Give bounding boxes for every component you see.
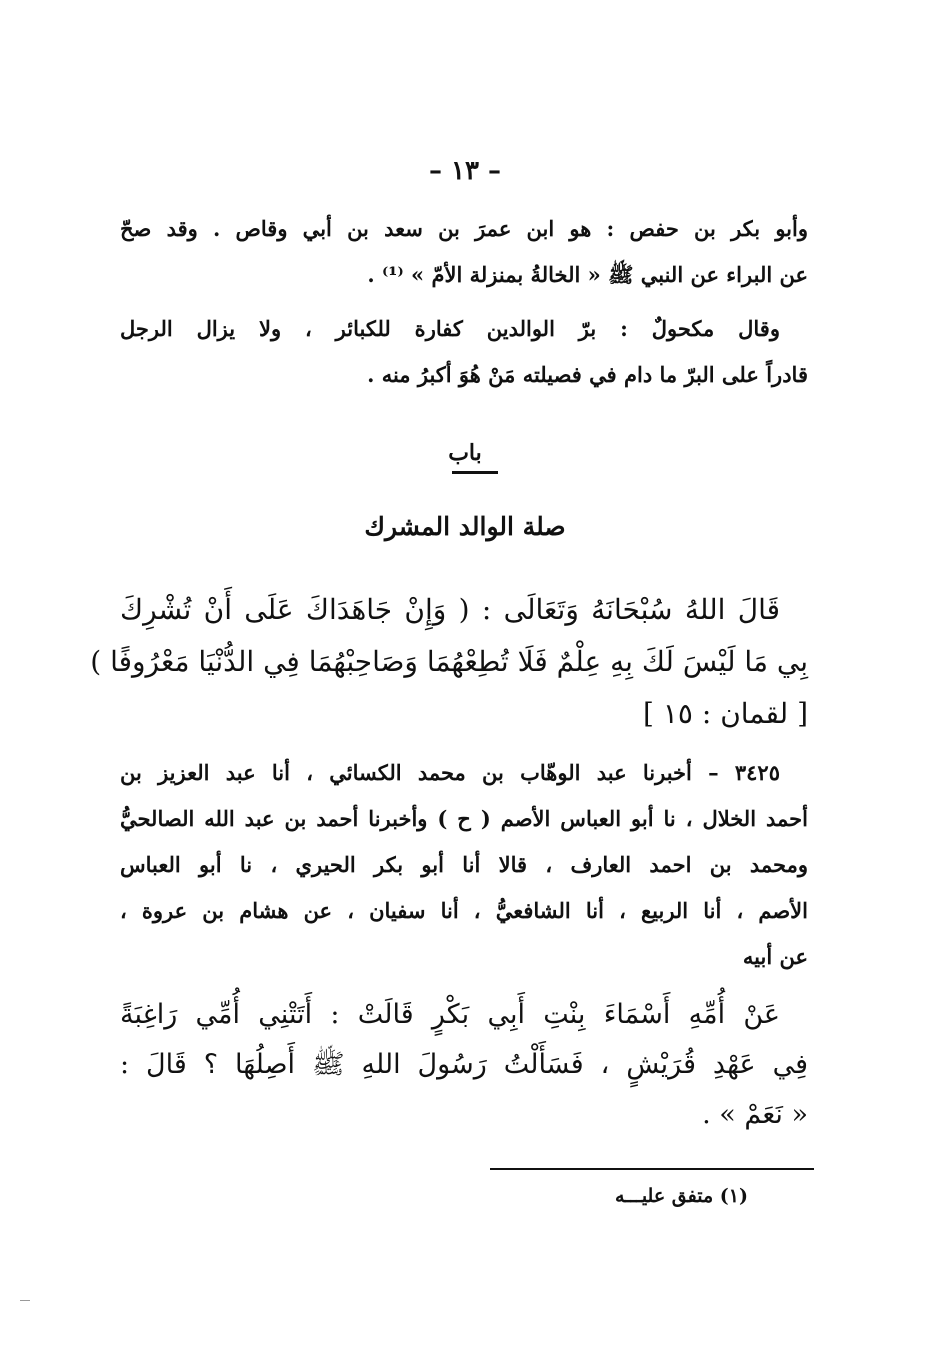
text-line: قَالَ اللهُ سُبْحَانَهُ وَتَعَالَى : ( وَإِنْ جَاهَدَاكَ عَلَى أَنْ تُشْرِكَ (120, 593, 780, 626)
page-number: – ١٣ – (428, 156, 502, 186)
text-line: وأبو بكر بن حفص : هو ابن عمرَ بن سعد بن أبي وقاص . وقد صحّ (120, 216, 808, 241)
text-line: عن البراء عن النبي ﷺ « الخالةُ بمنزلة الأمّ » ⁽¹⁾ . (367, 262, 808, 287)
text-line: أحمد الخلال ، نا أبو العباس الأصم ( ح ) وأخبرنا أحمد بن عبد الله الصالحيُّ (120, 806, 808, 831)
quran-paragraph (90, 584, 808, 740)
bab-underline (452, 471, 498, 474)
text-line: فِي عَهْدِ قُرَيْشٍ ، فَسَأَلْتُ رَسُولَ اللهِ ﷺ أَصِلُهَا ؟ قَالَ : (120, 1049, 808, 1080)
verse-reference: [ لقمان : ١٥ ] (643, 697, 808, 730)
footnote-separator (490, 1168, 814, 1170)
chapter-title: صلة الوالد المشرك (364, 512, 566, 541)
text-line: وقال مكحولٌ : برّ الوالدين كفارة للكبائر ، ولا يزال الرجل (120, 316, 780, 341)
intro-section (120, 206, 808, 298)
scan-mark (20, 1300, 30, 1301)
footnote: (١) متفق عليـــه (614, 1185, 748, 1207)
quran-verse (90, 584, 808, 740)
hadith-paragraph (120, 990, 808, 1140)
text-line: « نَعَمْ » . (702, 1099, 808, 1130)
text-line: قادراً على البرّ ما دام في فصيلته مَنْ هُوَ أكبرُ منه . (367, 362, 808, 387)
hadith-text (120, 990, 808, 1140)
intro-paragraph-1 (120, 206, 808, 298)
isnad-paragraph (120, 750, 808, 980)
text-line: ٣٤٢٥ – أخبرنا عبد الوهّاب بن محمد الكسائي ، أنا عبد العزيز بن (120, 760, 780, 785)
text-line: الأصم ، أنا الربيع ، أنا الشافعيُّ ، أنا سفيان ، عن هشام بن عروة ، (120, 898, 808, 923)
intro-paragraph-2 (120, 306, 808, 398)
bab-heading: باب (448, 440, 482, 466)
isnad-section (120, 750, 808, 980)
text-line: ومحمد بن احمد العارف ، قالا أنا أبو بكر الحيري ، نا أبو العباس (120, 852, 808, 877)
text-line: عَنْ أُمِّهِ أَسْمَاءَ بِنْتِ أَبِي بَكْرٍ قَالَتْ : أَتَتْنِي أُمِّي رَاغِبَةً (120, 999, 780, 1030)
text-line: بِي مَا لَيْسَ لَكَ بِهِ عِلْمٌ فَلَا تُطِعْهُمَا وَصَاحِبْهُمَا فِي الدُّنْيَا مَعْرُوفًا ) (90, 645, 808, 678)
text-line: عن أبيه (742, 944, 808, 969)
intro-section-2 (120, 306, 808, 398)
